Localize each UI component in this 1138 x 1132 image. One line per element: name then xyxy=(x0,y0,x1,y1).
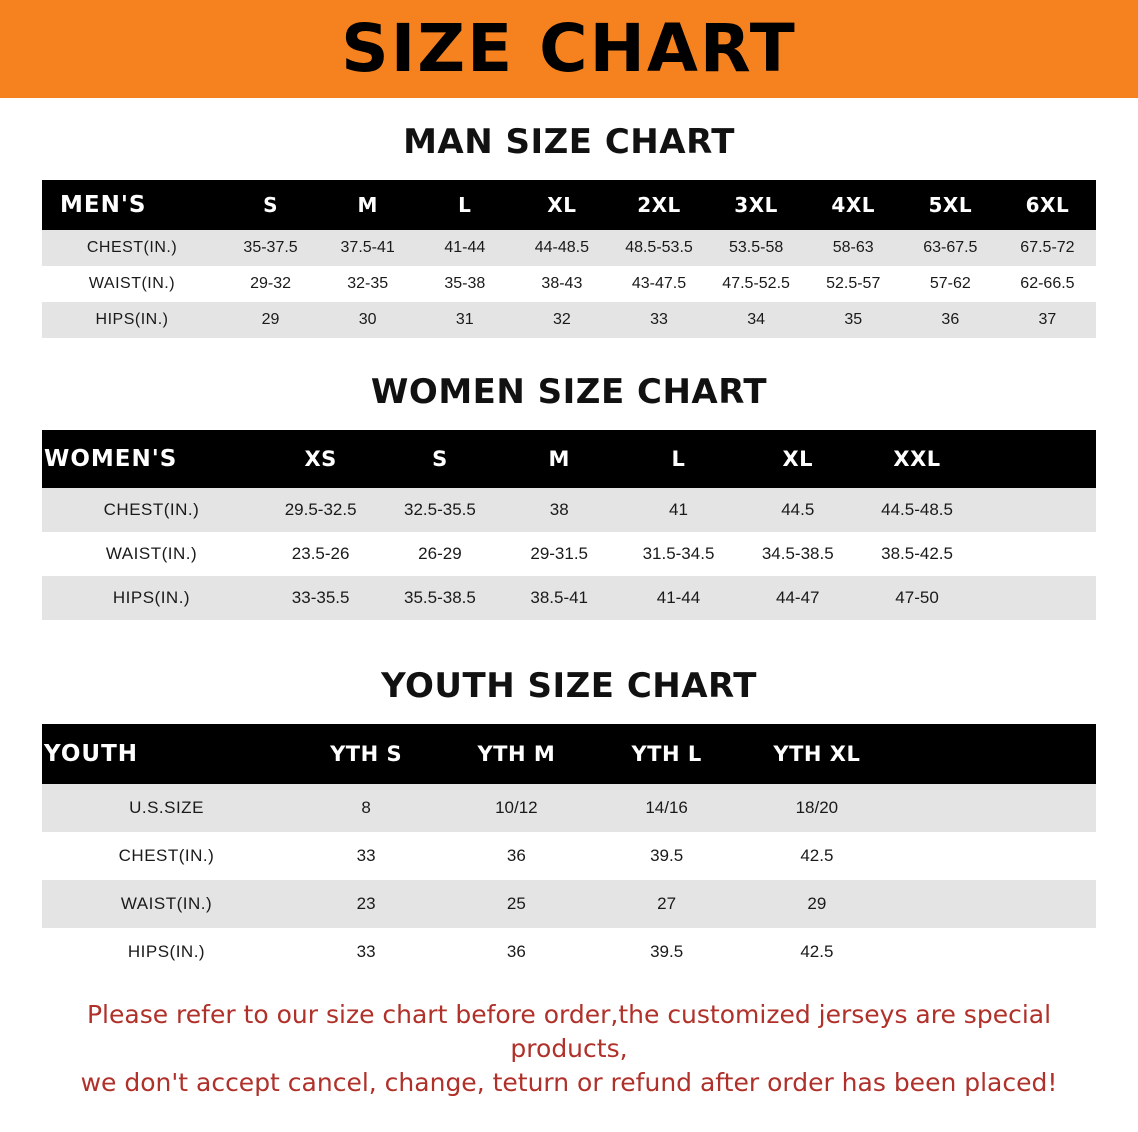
women-size-table xyxy=(42,430,1096,620)
man-header-label: MEN'S xyxy=(42,180,222,230)
table-cell: 37 xyxy=(999,302,1096,338)
table-cell-empty xyxy=(892,928,1096,976)
man-row-chest-label: CHEST(IN.) xyxy=(42,230,222,266)
youth-row-chest-label: CHEST(IN.) xyxy=(42,832,291,880)
table-cell: 63-67.5 xyxy=(902,230,999,266)
table-cell: 47-50 xyxy=(857,576,976,620)
table-cell: 38.5-41 xyxy=(500,576,619,620)
man-table-wrap xyxy=(42,180,1096,338)
table-cell: 57-62 xyxy=(902,266,999,302)
youth-header-l: YTH L xyxy=(592,724,742,784)
man-row-hips-label: HIPS(IN.) xyxy=(42,302,222,338)
table-cell: 62-66.5 xyxy=(999,266,1096,302)
youth-header-xl: YTH XL xyxy=(742,724,892,784)
youth-section-title: YOUTH SIZE CHART xyxy=(381,666,757,706)
women-header-s: S xyxy=(380,430,499,488)
table-cell: 52.5-57 xyxy=(805,266,902,302)
table-row xyxy=(42,488,1096,532)
women-header-xl: XL xyxy=(738,430,857,488)
man-size-table xyxy=(42,180,1096,338)
table-cell: 36 xyxy=(441,832,591,880)
table-cell: 33 xyxy=(291,832,441,880)
table-cell: 43-47.5 xyxy=(610,266,707,302)
women-header-m: M xyxy=(500,430,619,488)
women-table-body xyxy=(42,488,1096,620)
table-cell: 42.5 xyxy=(742,832,892,880)
table-cell: 32 xyxy=(513,302,610,338)
table-row xyxy=(42,302,1096,338)
women-table-head xyxy=(42,430,1096,488)
table-cell: 8 xyxy=(291,784,441,832)
youth-header-spacer xyxy=(892,724,1096,784)
table-cell: 31 xyxy=(416,302,513,338)
table-cell: 18/20 xyxy=(742,784,892,832)
table-cell: 38 xyxy=(500,488,619,532)
youth-header-m: YTH M xyxy=(441,724,591,784)
table-header-row xyxy=(42,430,1096,488)
table-cell: 41-44 xyxy=(619,576,738,620)
man-header-m: M xyxy=(319,180,416,230)
table-cell: 14/16 xyxy=(592,784,742,832)
man-header-2xl: 2XL xyxy=(610,180,707,230)
policy-note-line2: we don't accept cancel, change, teturn or refund after order has been placed! xyxy=(80,1067,1058,1097)
man-header-5xl: 5XL xyxy=(902,180,999,230)
table-row xyxy=(42,532,1096,576)
table-cell: 44-47 xyxy=(738,576,857,620)
table-cell: 67.5-72 xyxy=(999,230,1096,266)
table-cell: 29-32 xyxy=(222,266,319,302)
youth-table-head xyxy=(42,724,1096,784)
table-cell: 47.5-52.5 xyxy=(708,266,805,302)
table-cell: 41 xyxy=(619,488,738,532)
man-header-s: S xyxy=(222,180,319,230)
table-cell: 39.5 xyxy=(592,832,742,880)
table-cell: 34 xyxy=(708,302,805,338)
table-row xyxy=(42,576,1096,620)
table-cell: 32-35 xyxy=(319,266,416,302)
table-cell: 33-35.5 xyxy=(261,576,380,620)
man-row-waist-label: WAIST(IN.) xyxy=(42,266,222,302)
table-cell-empty xyxy=(892,784,1096,832)
table-cell: 44.5 xyxy=(738,488,857,532)
youth-table-wrap xyxy=(42,724,1096,976)
youth-header-s: YTH S xyxy=(291,724,441,784)
table-cell-empty xyxy=(977,576,1096,620)
youth-row-hips-label: HIPS(IN.) xyxy=(42,928,291,976)
table-cell: 27 xyxy=(592,880,742,928)
table-cell: 36 xyxy=(902,302,999,338)
table-cell: 39.5 xyxy=(592,928,742,976)
table-cell: 25 xyxy=(441,880,591,928)
women-header-xxl: XXL xyxy=(857,430,976,488)
man-section-title: MAN SIZE CHART xyxy=(403,122,735,162)
table-cell: 23 xyxy=(291,880,441,928)
youth-header-label: YOUTH xyxy=(42,724,291,784)
policy-note xyxy=(36,998,1102,1099)
table-cell: 48.5-53.5 xyxy=(610,230,707,266)
table-cell: 29-31.5 xyxy=(500,532,619,576)
table-cell: 32.5-35.5 xyxy=(380,488,499,532)
table-row xyxy=(42,266,1096,302)
table-row xyxy=(42,230,1096,266)
table-cell: 42.5 xyxy=(742,928,892,976)
man-header-6xl: 6XL xyxy=(999,180,1096,230)
table-cell-empty xyxy=(892,880,1096,928)
table-cell: 29 xyxy=(742,880,892,928)
table-cell: 44.5-48.5 xyxy=(857,488,976,532)
table-cell: 36 xyxy=(441,928,591,976)
table-cell: 29.5-32.5 xyxy=(261,488,380,532)
women-row-waist-label: WAIST(IN.) xyxy=(42,532,261,576)
table-row xyxy=(42,880,1096,928)
youth-table-body xyxy=(42,784,1096,976)
women-row-chest-label: CHEST(IN.) xyxy=(42,488,261,532)
table-cell: 10/12 xyxy=(441,784,591,832)
table-cell: 30 xyxy=(319,302,416,338)
women-header-l: L xyxy=(619,430,738,488)
man-header-4xl: 4XL xyxy=(805,180,902,230)
table-cell: 35-38 xyxy=(416,266,513,302)
man-header-xl: XL xyxy=(513,180,610,230)
youth-size-table xyxy=(42,724,1096,976)
table-header-row xyxy=(42,180,1096,230)
table-header-row xyxy=(42,724,1096,784)
table-cell: 37.5-41 xyxy=(319,230,416,266)
women-header-xs: XS xyxy=(261,430,380,488)
women-row-hips-label: HIPS(IN.) xyxy=(42,576,261,620)
table-cell: 38-43 xyxy=(513,266,610,302)
women-section-title: WOMEN SIZE CHART xyxy=(370,372,768,412)
table-cell: 33 xyxy=(291,928,441,976)
man-table-head xyxy=(42,180,1096,230)
man-header-l: L xyxy=(416,180,513,230)
page-banner xyxy=(0,0,1138,98)
man-header-3xl: 3XL xyxy=(708,180,805,230)
table-cell-empty xyxy=(892,832,1096,880)
table-row xyxy=(42,832,1096,880)
table-cell: 38.5-42.5 xyxy=(857,532,976,576)
table-cell: 35-37.5 xyxy=(222,230,319,266)
table-cell: 35.5-38.5 xyxy=(380,576,499,620)
table-cell: 44-48.5 xyxy=(513,230,610,266)
table-cell: 53.5-58 xyxy=(708,230,805,266)
man-table-body xyxy=(42,230,1096,338)
table-cell: 35 xyxy=(805,302,902,338)
table-cell: 33 xyxy=(610,302,707,338)
women-header-spacer xyxy=(977,430,1096,488)
table-cell: 26-29 xyxy=(380,532,499,576)
table-cell: 23.5-26 xyxy=(261,532,380,576)
youth-row-ussize-label: U.S.SIZE xyxy=(42,784,291,832)
table-cell-empty xyxy=(977,532,1096,576)
table-cell: 29 xyxy=(222,302,319,338)
policy-note-line1: Please refer to our size chart before order,the customized jerseys are special products, xyxy=(86,1000,1052,1063)
women-table-wrap xyxy=(42,430,1096,620)
table-cell: 34.5-38.5 xyxy=(738,532,857,576)
page-title: SIZE CHART xyxy=(341,10,797,87)
table-row xyxy=(42,928,1096,976)
women-header-label: WOMEN'S xyxy=(42,430,261,488)
table-row xyxy=(42,784,1096,832)
table-cell: 41-44 xyxy=(416,230,513,266)
youth-row-waist-label: WAIST(IN.) xyxy=(42,880,291,928)
table-cell: 31.5-34.5 xyxy=(619,532,738,576)
table-cell-empty xyxy=(977,488,1096,532)
table-cell: 58-63 xyxy=(805,230,902,266)
